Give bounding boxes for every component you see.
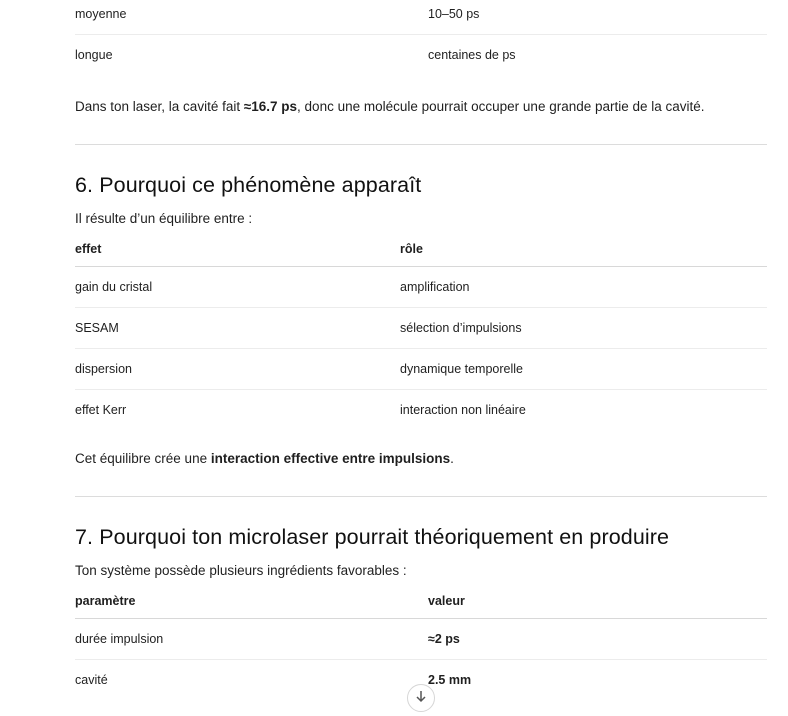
text: , donc une molécule pourrait occuper une grande partie de la cavité. — [297, 99, 705, 114]
cell: durée impulsion — [75, 632, 164, 646]
text: . — [450, 451, 454, 466]
cell: centaines de ps — [428, 48, 516, 62]
column-header: effet — [75, 242, 102, 256]
section-7-intro: Ton système possède plusieurs ingrédients favorables : — [75, 563, 407, 578]
scroll-down-button[interactable] — [407, 684, 435, 712]
cell: gain du cristal — [75, 280, 153, 294]
cell: cavité — [75, 673, 108, 687]
cell: dispersion — [75, 362, 132, 376]
strong-text: ≈16.7 ps — [243, 99, 298, 114]
cell: SESAM — [75, 321, 119, 335]
table-row — [75, 390, 767, 430]
table-header — [75, 584, 767, 619]
section-divider — [75, 144, 767, 145]
table-parameters — [75, 584, 767, 700]
table-equilibrium — [75, 232, 767, 430]
column-header: rôle — [400, 242, 423, 256]
cell: interaction non linéaire — [400, 403, 526, 417]
cell: sélection d’impulsions — [400, 321, 522, 335]
cell: ≈2 ps — [428, 632, 460, 646]
cell: 10–50 ps — [428, 7, 480, 21]
table-row — [75, 308, 767, 349]
table-row — [75, 267, 767, 308]
cell: moyenne — [75, 7, 127, 21]
table-row — [75, 349, 767, 390]
table-row — [75, 35, 767, 75]
cell: dynamique temporelle — [400, 362, 523, 376]
column-header: valeur — [428, 594, 465, 608]
section-7-heading: 7. Pourquoi ton microlaser pourrait théoriquement en produire — [75, 525, 670, 549]
cell: amplification — [400, 280, 470, 294]
strong-text: interaction effective entre impulsions — [210, 451, 451, 466]
section-6-heading: 6. Pourquoi ce phénomène apparaît — [75, 173, 422, 197]
table-row — [75, 0, 767, 35]
section-6-conclusion — [75, 450, 767, 468]
table-row — [75, 619, 767, 660]
table-header — [75, 232, 767, 267]
chevron-down-icon — [408, 685, 434, 711]
table-pulse-duration — [75, 0, 767, 75]
column-header: paramètre — [75, 594, 136, 608]
cell: 2.5 mm — [428, 673, 472, 687]
paragraph-cavity — [75, 98, 767, 116]
cell: longue — [75, 48, 113, 62]
section-divider — [75, 496, 767, 497]
section-6-intro: Il résulte d’un équilibre entre : — [75, 211, 253, 226]
text: Dans ton laser, la cavité fait — [75, 99, 244, 114]
text: Cet équilibre crée une — [75, 451, 211, 466]
cell: effet Kerr — [75, 403, 127, 417]
